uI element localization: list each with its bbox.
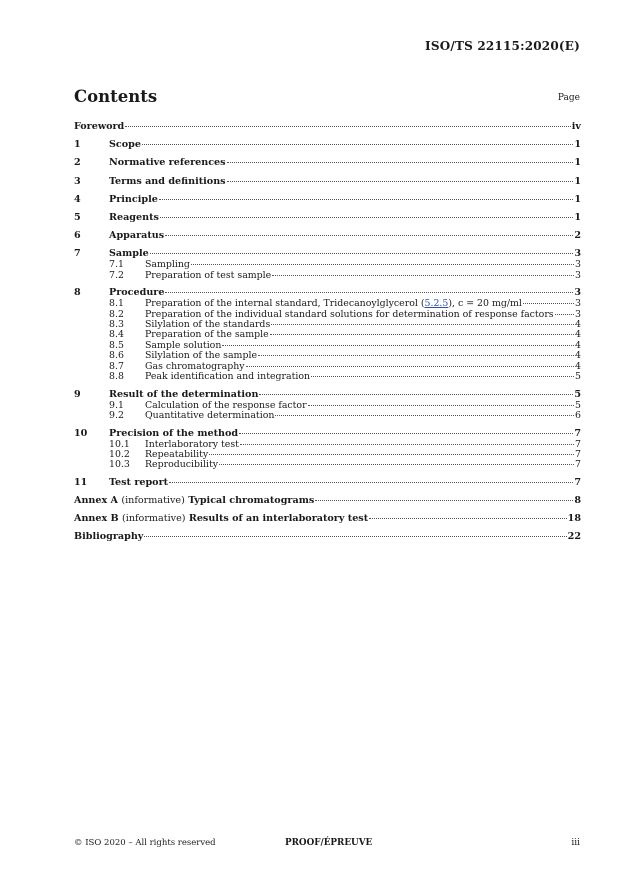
leader-dots [275, 415, 574, 416]
toc-entry-annex-a[interactable] [74, 495, 581, 507]
leader-dots [222, 345, 574, 346]
toc-entry-reagents[interactable] [74, 212, 581, 224]
toc-entry-number: 8.8 [109, 371, 124, 383]
leader-dots [169, 482, 573, 483]
toc-entry-page: 1 [574, 211, 581, 223]
leader-dots [142, 144, 573, 145]
toc-entry-scope[interactable] [74, 139, 581, 151]
label-text-post: ), c = 20 mg/ml [448, 298, 522, 310]
leader-dots [271, 324, 574, 325]
leader-dots [311, 376, 574, 377]
toc-entry-number: 7 [74, 248, 81, 260]
leader-dots [150, 253, 574, 254]
leader-dots [259, 394, 573, 395]
leader-dots [219, 464, 574, 465]
toc-entry-test-report[interactable] [74, 477, 581, 489]
toc-entry-precision[interactable] [74, 428, 581, 440]
document-id-header: ISO/TS 22115:2020(E) [425, 39, 580, 53]
leader-dots [159, 199, 573, 200]
leader-dots [308, 405, 574, 406]
toc-entry-page: 4 [575, 319, 581, 331]
toc-entry-label: Precision of the method [109, 427, 239, 439]
toc-entry-number: 8 [74, 287, 81, 299]
toc-entry-number: 9.1 [109, 399, 124, 411]
annex-title: Results of an interlaboratory test [188, 513, 369, 525]
toc-entry-label: Silylation of the standards [145, 319, 271, 331]
toc-entry-page: 6 [575, 409, 581, 421]
toc-entry-page: 8 [574, 495, 581, 507]
toc-entry-page: 3 [575, 298, 581, 310]
toc-entry-number: 11 [74, 476, 88, 488]
toc-entry-page: 5 [575, 399, 581, 411]
leader-dots [270, 334, 574, 335]
toc-entry-page: 7 [574, 476, 581, 488]
toc-entry-number: 5 [74, 211, 81, 223]
toc-entry-label: Test report [109, 476, 169, 488]
toc-entry-number: 3 [74, 175, 81, 187]
toc-entry-label: Interlaboratory test [145, 438, 239, 450]
toc-entry-page: 4 [575, 339, 581, 351]
toc-subentry-quantitative-determination[interactable] [74, 411, 581, 421]
toc-entry-number: 8.6 [109, 350, 124, 362]
toc-subentry-peak-identification[interactable] [74, 372, 581, 382]
toc-entry-label: Preparation of the individual standard solutions for determination of response factors [145, 308, 554, 320]
leader-dots [240, 444, 574, 445]
toc-entry-label: Normative references [109, 157, 226, 169]
toc-subentry-test-sample[interactable] [74, 271, 581, 281]
toc-entry-label: Sampling [145, 259, 190, 271]
toc-entry-page: 4 [575, 329, 581, 341]
toc-entry-page: 1 [574, 139, 581, 151]
toc-entry-number: 10.1 [109, 438, 130, 450]
toc-entry-number: 9.2 [109, 409, 124, 421]
reference-link[interactable]: 5.2.5 [424, 298, 449, 310]
toc-entry-normative-references[interactable] [74, 157, 581, 169]
toc-entry-foreword[interactable] [74, 121, 581, 133]
toc-entry-label: Preparation of test sample [145, 269, 272, 281]
toc-entry-number: 10.2 [109, 448, 130, 460]
contents-title: Contents [74, 87, 158, 106]
annex-kind: (informative) [121, 495, 185, 507]
leader-dots [144, 536, 566, 537]
toc-entry-page: 7 [575, 448, 581, 460]
toc-entry-page: 7 [574, 427, 581, 439]
toc-entry-number: 8.7 [109, 360, 124, 372]
toc-entry-page: 7 [575, 438, 581, 450]
toc-entry-label: Repeatability [145, 448, 209, 460]
leader-dots [165, 235, 573, 236]
toc-entry-page: 4 [575, 350, 581, 362]
toc-entry-page: 5 [574, 388, 581, 400]
toc-entry-label: Silylation of the sample [145, 350, 257, 362]
toc-entry-number: 7.1 [109, 259, 124, 271]
toc-entry-label: Quantitative determination [145, 409, 275, 421]
toc-entry-number: 10.3 [109, 459, 130, 471]
toc-entry-page: 3 [574, 287, 581, 299]
leader-dots [258, 355, 574, 356]
toc-entry-label [74, 495, 314, 507]
toc-entry-page: 4 [575, 360, 581, 372]
annex-prefix: Annex A [74, 495, 119, 507]
toc-entry-label: Result of the determination [109, 388, 259, 400]
toc-entry-label: Gas chromatography [145, 360, 245, 372]
toc-entry-label: Peak identification and integration [145, 371, 311, 383]
toc-entry-number: 6 [74, 230, 81, 242]
leader-dots [209, 454, 574, 455]
leader-dots [191, 264, 574, 265]
toc-entry-number: 8.1 [109, 298, 124, 310]
toc-entry-label: Procedure [109, 287, 165, 299]
leader-dots [165, 292, 573, 293]
leader-dots [523, 303, 574, 304]
toc-entry-page: 7 [575, 459, 581, 471]
toc-entry-page: 22 [567, 531, 581, 543]
toc-entry-label: Foreword [74, 121, 125, 132]
toc-entry-page: 3 [575, 269, 581, 281]
page-number: iii [571, 838, 580, 848]
toc-entry-label: Sample solution [145, 339, 222, 351]
toc-entry-page: 1 [574, 157, 581, 169]
toc-entry-label: Apparatus [109, 230, 165, 242]
leader-dots [125, 126, 571, 127]
proof-label: PROOF/ÉPREUVE [285, 838, 373, 848]
toc-entry-number: 4 [74, 193, 81, 205]
annex-title: Typical chromatograms [188, 495, 315, 507]
toc-entry-number: 2 [74, 157, 81, 169]
toc-entry-label [74, 513, 368, 525]
toc-entry-page: 1 [574, 175, 581, 187]
toc-entry-bibliography[interactable] [74, 531, 581, 543]
toc-entry-label: Bibliography [74, 531, 144, 543]
toc-entry-number: 8.4 [109, 329, 124, 341]
toc-entry-result[interactable] [74, 389, 581, 401]
toc-entry-annex-b[interactable] [74, 513, 581, 525]
leader-dots [246, 366, 574, 367]
toc-entry-apparatus[interactable] [74, 230, 581, 242]
toc-entry-page: 1 [574, 193, 581, 205]
leader-dots [555, 314, 574, 315]
toc-entry-number: 8.5 [109, 339, 124, 351]
toc-entry-page: 18 [567, 513, 581, 525]
page-column-label: Page [557, 93, 580, 103]
leader-dots [272, 275, 574, 276]
leader-dots [160, 217, 573, 218]
toc-entry-number: 1 [74, 139, 81, 151]
toc-entry-label: Reagents [109, 211, 159, 223]
leader-dots [239, 433, 573, 434]
toc-entry-number: 8.2 [109, 308, 124, 320]
toc-entry-label: Scope [109, 139, 141, 151]
toc-entry-number: 9 [74, 388, 81, 400]
toc-entry-page: 3 [575, 308, 581, 320]
toc-entry-label: Calculation of the response factor [145, 399, 307, 411]
toc-entry-page: iv [571, 121, 581, 132]
toc-entry-principle[interactable] [74, 194, 581, 206]
leader-dots [227, 181, 574, 182]
toc-entry-terms[interactable] [74, 176, 581, 188]
toc-entry-page: 2 [574, 230, 581, 242]
label-text-pre: Preparation of the internal standard, Tridecanoylglycerol ( [145, 298, 425, 310]
toc-entry-number: 8.3 [109, 319, 124, 331]
copyright-notice: © ISO 2020 – All rights reserved [74, 838, 216, 848]
leader-dots [315, 500, 573, 501]
table-of-contents [74, 121, 581, 543]
annex-kind: (informative) [122, 513, 186, 525]
leader-dots [369, 518, 567, 519]
toc-entry-number: 10 [74, 427, 88, 439]
annex-prefix: Annex B [74, 513, 119, 525]
toc-entry-page: 5 [575, 371, 581, 383]
toc-entry-number: 7.2 [109, 269, 124, 281]
toc-entry-label: Preparation of the sample [145, 329, 269, 341]
toc-entry-label: Sample [109, 248, 149, 260]
leader-dots [227, 162, 574, 163]
toc-entry-page: 3 [575, 259, 581, 271]
toc-entry-label: Terms and definitions [109, 175, 226, 187]
toc-entry-page: 3 [574, 248, 581, 260]
toc-entry-label: Principle [109, 193, 158, 205]
toc-subentry-reproducibility[interactable] [74, 460, 581, 470]
toc-entry-label: Reproducibility [145, 459, 219, 471]
